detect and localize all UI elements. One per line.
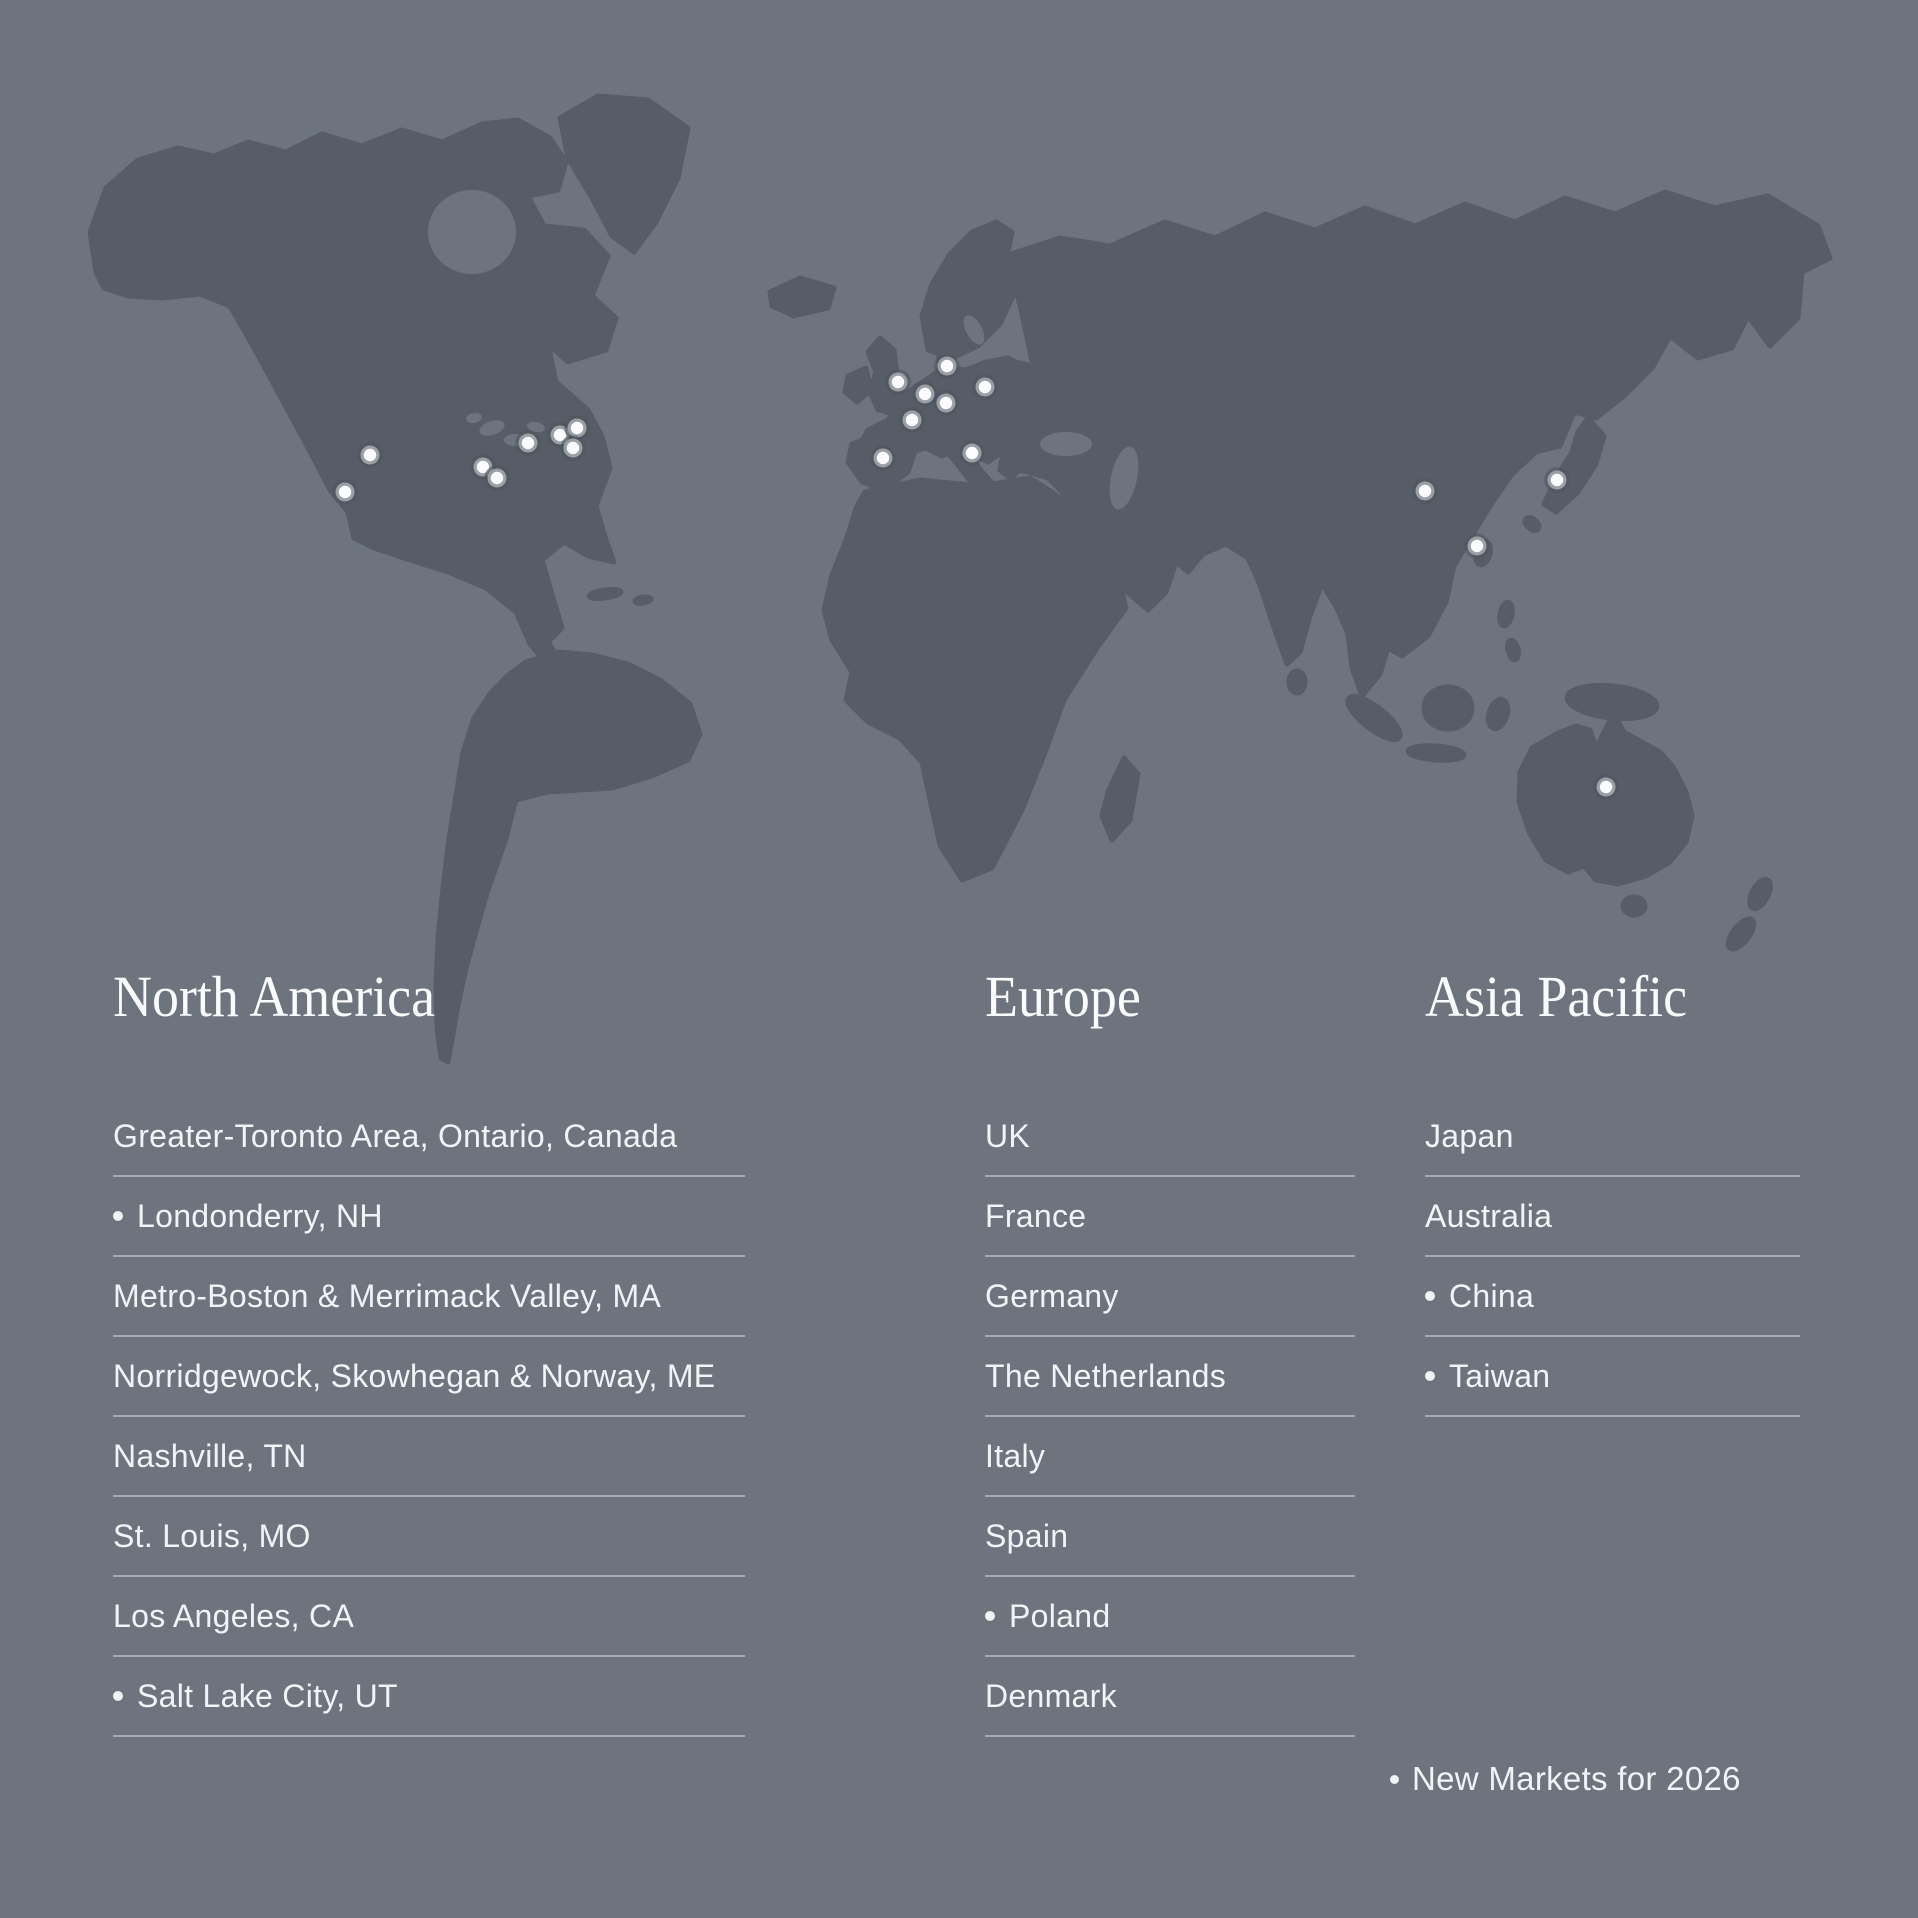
market-item (113, 1257, 745, 1337)
island-borneo (1424, 687, 1472, 729)
market-item (985, 1177, 1355, 1257)
market-label: Denmark (985, 1677, 1117, 1714)
map-marker-salt-lake-city (361, 446, 380, 465)
market-label: France (985, 1197, 1087, 1234)
market-item (113, 1417, 745, 1497)
map-marker-spain (874, 449, 893, 468)
map-marker-los-angeles (336, 483, 355, 502)
market-label: Australia (1425, 1197, 1553, 1234)
new-market-bullet (985, 1611, 995, 1621)
market-label: The Netherlands (985, 1357, 1227, 1394)
island-kyushu (1523, 515, 1542, 533)
market-item (985, 1337, 1355, 1417)
island-cuba (589, 588, 622, 600)
market-label: Taiwan (1449, 1357, 1551, 1394)
market-label: Japan (1425, 1117, 1514, 1154)
market-item (1425, 1177, 1800, 1257)
map-marker-china (1416, 482, 1435, 501)
map-marker-poland (976, 378, 995, 397)
market-item (985, 1657, 1355, 1737)
island-iceland (770, 278, 834, 316)
map-marker-italy (963, 444, 982, 463)
map-marker-greater-toronto (519, 434, 538, 453)
map-marker-denmark (938, 357, 957, 376)
market-item (113, 1097, 745, 1177)
map-marker-australia (1597, 778, 1616, 797)
island-sulawesi (1485, 697, 1511, 731)
region-scandinavia (922, 222, 1014, 358)
island-mindanao (1506, 639, 1521, 661)
map-marker-japan (1548, 471, 1567, 490)
market-label: China (1449, 1277, 1535, 1314)
market-item (113, 1577, 745, 1657)
island-madagascar (1102, 758, 1138, 840)
new-market-bullet (1425, 1291, 1435, 1301)
market-item (113, 1337, 745, 1417)
market-item (1425, 1097, 1800, 1177)
market-label: Poland (1009, 1597, 1111, 1634)
market-item (985, 1417, 1355, 1497)
market-label: Italy (985, 1437, 1046, 1474)
market-item (113, 1657, 745, 1737)
market-item (985, 1097, 1355, 1177)
map-marker-taiwan (1468, 537, 1487, 556)
market-label: Norridgewock, Skowhegan & Norway, ME (113, 1357, 716, 1394)
continents (90, 96, 1830, 1062)
island-luzon (1498, 601, 1515, 627)
column-north-america (113, 962, 745, 1737)
hudson-bay (428, 190, 516, 274)
map-marker-nashville (488, 469, 507, 488)
market-label: Metro-Boston & Merrimack Valley, MA (113, 1277, 662, 1314)
new-market-bullet (1425, 1371, 1435, 1381)
map-marker-maine (568, 419, 587, 438)
column-asia-pacific (1425, 962, 1800, 1417)
island-nz-north (1745, 876, 1774, 912)
island-tasmania (1623, 897, 1645, 915)
market-item (985, 1577, 1355, 1657)
island-nz-south (1724, 915, 1759, 953)
market-label: Greater-Toronto Area, Ontario, Canada (113, 1117, 678, 1154)
continent-africa (824, 478, 1126, 880)
market-label: Salt Lake City, UT (137, 1677, 398, 1714)
market-label: Londonderry, NH (137, 1197, 383, 1234)
market-item (985, 1497, 1355, 1577)
island-hispaniola (635, 596, 652, 604)
map-marker-uk (889, 373, 908, 392)
map-marker-metro-boston (564, 439, 583, 458)
market-item (113, 1497, 745, 1577)
region-title-europe: Europe (985, 964, 1141, 1029)
new-market-bullet (1390, 1775, 1399, 1784)
black-sea (1040, 432, 1092, 456)
market-label: Spain (985, 1517, 1069, 1554)
island-java (1408, 744, 1465, 762)
market-label: Germany (985, 1277, 1119, 1314)
market-label: UK (985, 1117, 1031, 1154)
market-item (113, 1177, 745, 1257)
market-label: St. Louis, MO (113, 1517, 311, 1554)
market-list-asia-pacific (1425, 1097, 1800, 1417)
island-ireland (845, 368, 871, 402)
new-markets-legend (1390, 1760, 1741, 1798)
map-marker-germany (937, 394, 956, 413)
market-list-north-america (113, 1097, 745, 1737)
region-title-north-america: North America (113, 964, 436, 1029)
map-marker-france (903, 411, 922, 430)
market-item (985, 1257, 1355, 1337)
region-title-asia-pacific: Asia Pacific (1425, 964, 1688, 1029)
island-sri-lanka (1289, 671, 1305, 693)
market-label: Los Angeles, CA (113, 1597, 355, 1634)
continent-asia (1008, 192, 1830, 696)
island-sumatra (1342, 690, 1406, 747)
column-europe (985, 962, 1355, 1737)
market-item (1425, 1337, 1800, 1417)
new-market-bullet (113, 1211, 123, 1221)
market-label: Nashville, TN (113, 1437, 307, 1474)
legend-label: New Markets for 2026 (1412, 1760, 1741, 1797)
continent-north-america (90, 120, 616, 690)
map-marker-netherlands (916, 385, 935, 404)
island-hainan (1427, 584, 1443, 596)
new-market-bullet (113, 1691, 123, 1701)
market-item (1425, 1257, 1800, 1337)
market-list-europe (985, 1097, 1355, 1737)
